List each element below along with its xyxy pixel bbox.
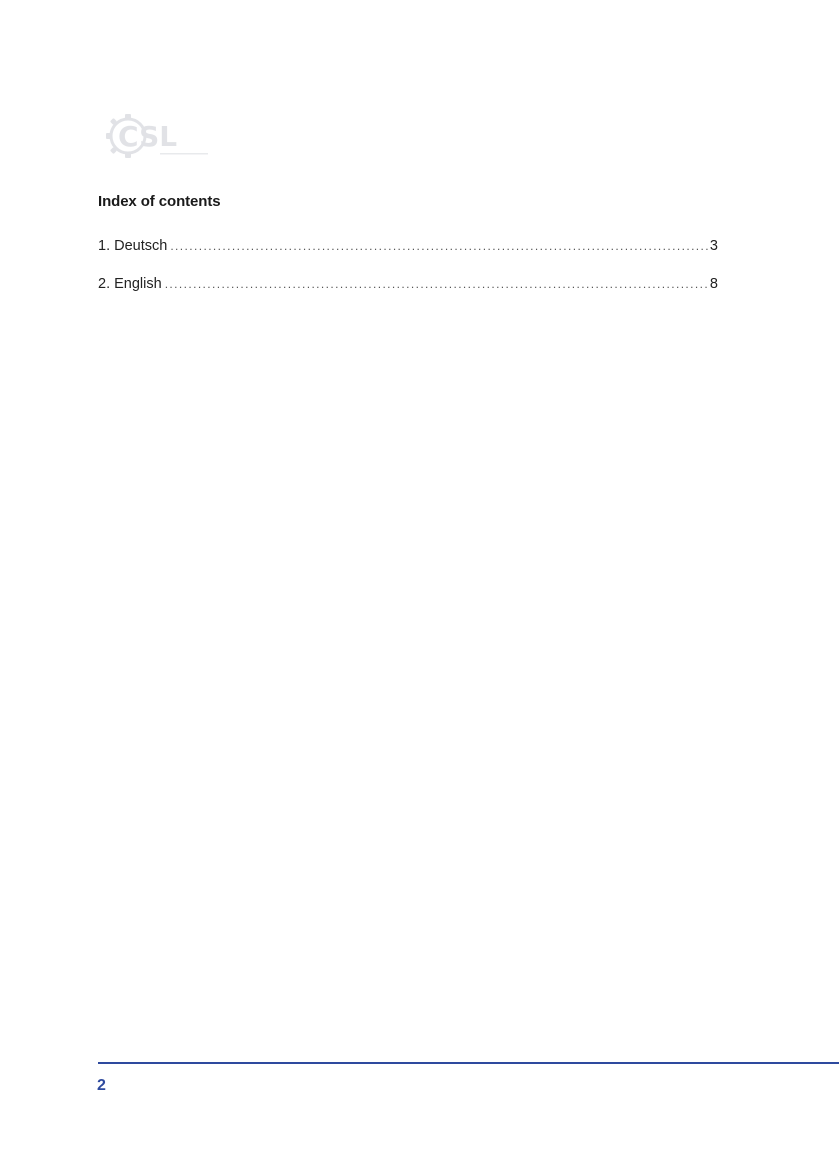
table-of-contents	[98, 238, 718, 314]
toc-entry-page: 8	[709, 276, 718, 292]
toc-entry-deutsch[interactable]	[98, 238, 718, 276]
toc-entry-label: 2. English	[98, 276, 165, 292]
footer-page-number: 2	[97, 1077, 106, 1094]
toc-entry-label: 1. Deutsch	[98, 238, 170, 254]
toc-dot-leader	[165, 277, 708, 291]
csl-logo	[104, 108, 212, 164]
toc-dot-leader	[170, 239, 708, 253]
toc-entry-page: 3	[709, 238, 718, 254]
toc-heading: Index of contents	[98, 193, 221, 210]
footer-divider	[98, 1062, 839, 1064]
toc-entry-english[interactable]	[98, 276, 718, 314]
csl-logo-mark	[104, 108, 212, 164]
logo-text: CSL	[118, 120, 178, 153]
